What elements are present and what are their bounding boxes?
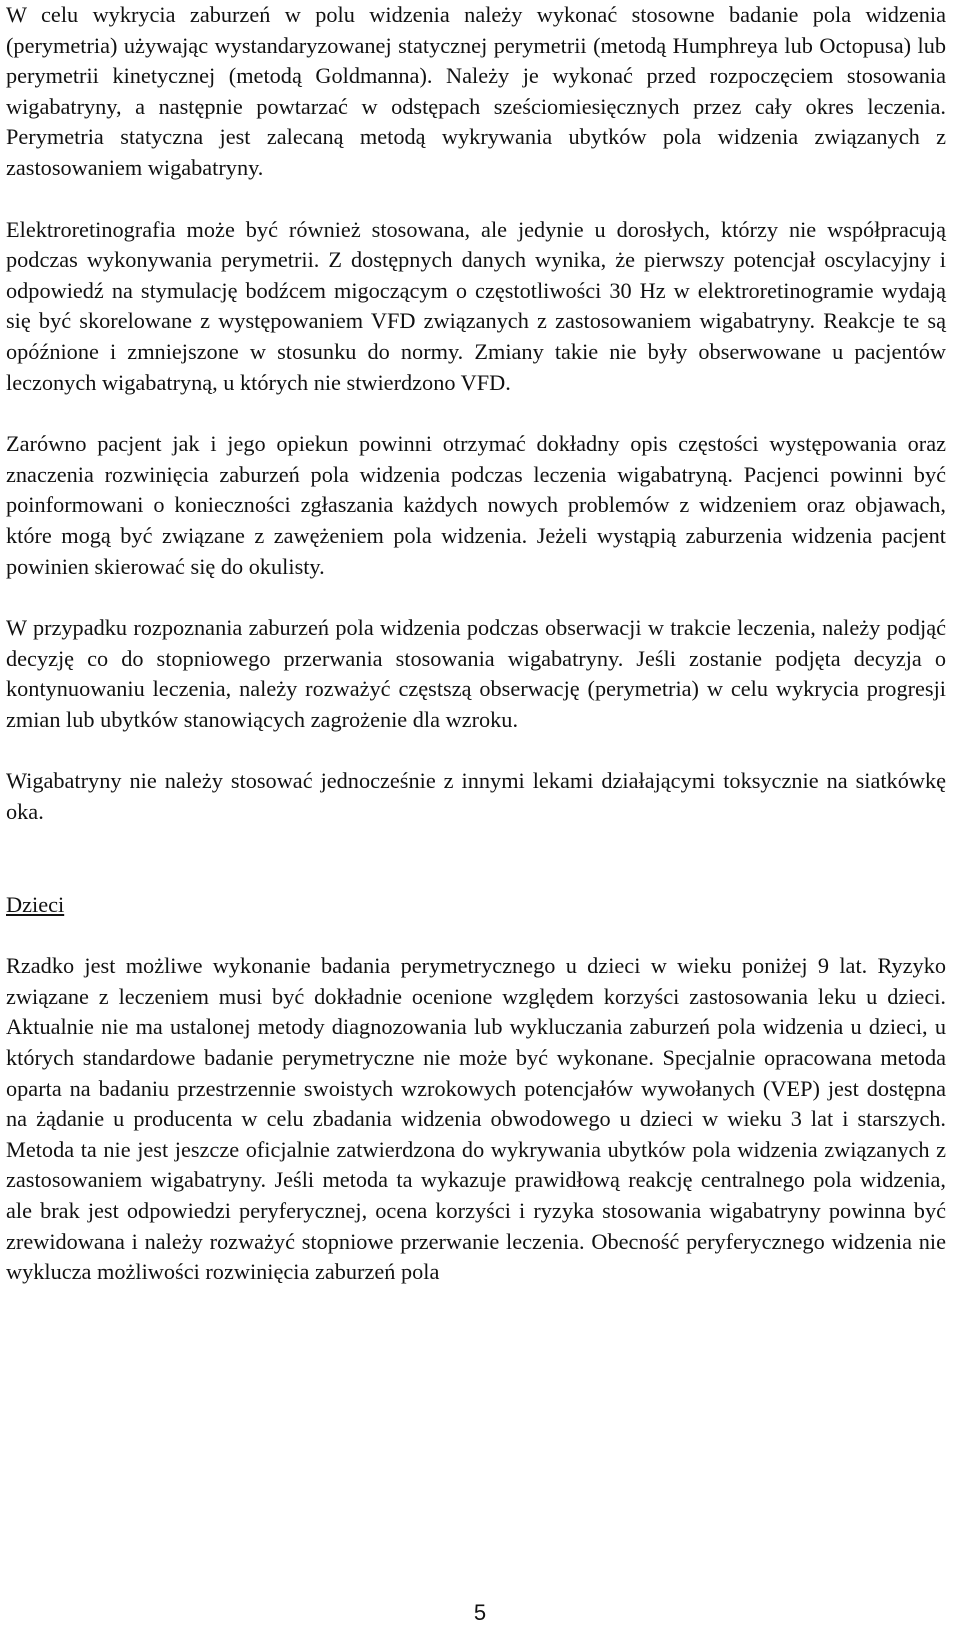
section-heading-children: Dzieci	[6, 891, 65, 917]
spacer	[6, 828, 946, 890]
spacer	[6, 920, 946, 951]
spacer	[6, 184, 946, 215]
spacer	[6, 582, 946, 613]
paragraph-concomitant-drugs: Wigabatryny nie należy stosować jednocześnie z innymi lekami działającymi toksycznie na siatkówkę oka.	[6, 768, 946, 825]
spacer	[6, 398, 946, 429]
paragraph-patient-information: Zarówno pacjent jak i jego opiekun powinni otrzymać dokładny opis częstości występowania oraz znaczenia rozwinięcia zaburzeń pola widzenia podczas leczenia wigabatryną. Pacjenci powinni być poinformowani o konieczności zgłaszania każdych nowych problemów z widzeniem oraz objawach, które mogą być związane z zawężeniem pola widzenia. Jeżeli wystąpią zaburzenia widzenia pacjent powinien skierować się do okulisty.	[6, 431, 946, 579]
page-number: 5	[473, 1600, 487, 1625]
paragraph-children: Rzadko jest możliwe wykonanie badania perymetrycznego u dzieci w wieku poniżej 9 lat. Ryzyko związane z leczeniem musi być dokładnie ocenione względem korzyści zastosowania leku u dzieci. Aktualnie nie ma ustalonej metody diagnozowania lub wykluczania zaburzeń pola widzenia u dzieci, u których standardowe badanie perymetryczne nie może być wykonane. Specjalnie opracowana metoda oparta na badaniu przestrzennie swoistych wzrokowych potencjałów wywołanych (VEP) jest dostępna na żądanie u producenta w celu zbadania widzenia obwodowego u dzieci w wieku 3 lat i starszych. Metoda ta nie jest jeszcze oficjalnie zatwierdzona do wykrywania ubytków pola widzenia związanych z zastosowaniem wigabatryny. Jeśli metoda ta wykazuje prawidłową reakcję centralnego pola widzenia, ale brak jest odpowiedzi peryferycznej, ocena korzyści i ryzyka stosowania wigabatryny powinna być zrewidowana i należy rozważyć stopniowe przerwanie leczenia. Obecność peryferycznego widzenia nie wyklucza możliwości rozwinięcia zaburzeń pola	[6, 953, 946, 1285]
paragraph-electroretinography: Elektroretinografia może być również stosowana, ale jedynie u dorosłych, którzy nie współpracują podczas wykonywania perymetrii. Z dostępnych danych wynika, że pierwszy potencjał oscylacyjny i odpowiedź na stymulację bodźcem migoczącym o częstotliwości 30 Hz w elektroretinogramie wydają się być skorelowane z występowaniem VFD związanych z zastosowaniem wigabatryny. Reakcje te są opóźnione i zmniejszone w stosunku do normy. Zmiany takie nie były obserwowane u pacjentów leczonych wigabatryną, u których nie stwierdzono VFD.	[6, 216, 946, 395]
paragraph-treatment-decision: W przypadku rozpoznania zaburzeń pola widzenia podczas obserwacji w trakcie leczenia, należy podjąć decyzję co do stopniowego przerwania stosowania wigabatryny. Jeśli zostanie podjęta decyzja o kontynuowaniu leczenia, należy rozważyć częstszą obserwację (perymetria) w celu wykrycia progresji zmian lub ubytków stanowiących zagrożenie dla wzroku.	[6, 615, 946, 732]
document-page	[6, 0, 946, 1288]
spacer	[6, 735, 946, 766]
paragraph-perimetry: W celu wykrycia zaburzeń w polu widzenia należy wykonać stosowne badanie pola widzenia (perymetria) używając wystandaryzowanej statycznej perymetrii (metodą Humphreya lub Octopusa) lub perymetrii kinetycznej (metodą Goldmanna). Należy je wykonać przed rozpoczęciem stosowania wigabatryny, a następnie powtarzać w odstępach sześciomiesięcznych przez cały okres leczenia. Perymetria statyczna jest zalecaną metodą wykrywania ubytków pola widzenia związanych z zastosowaniem wigabatryny.	[6, 2, 946, 180]
